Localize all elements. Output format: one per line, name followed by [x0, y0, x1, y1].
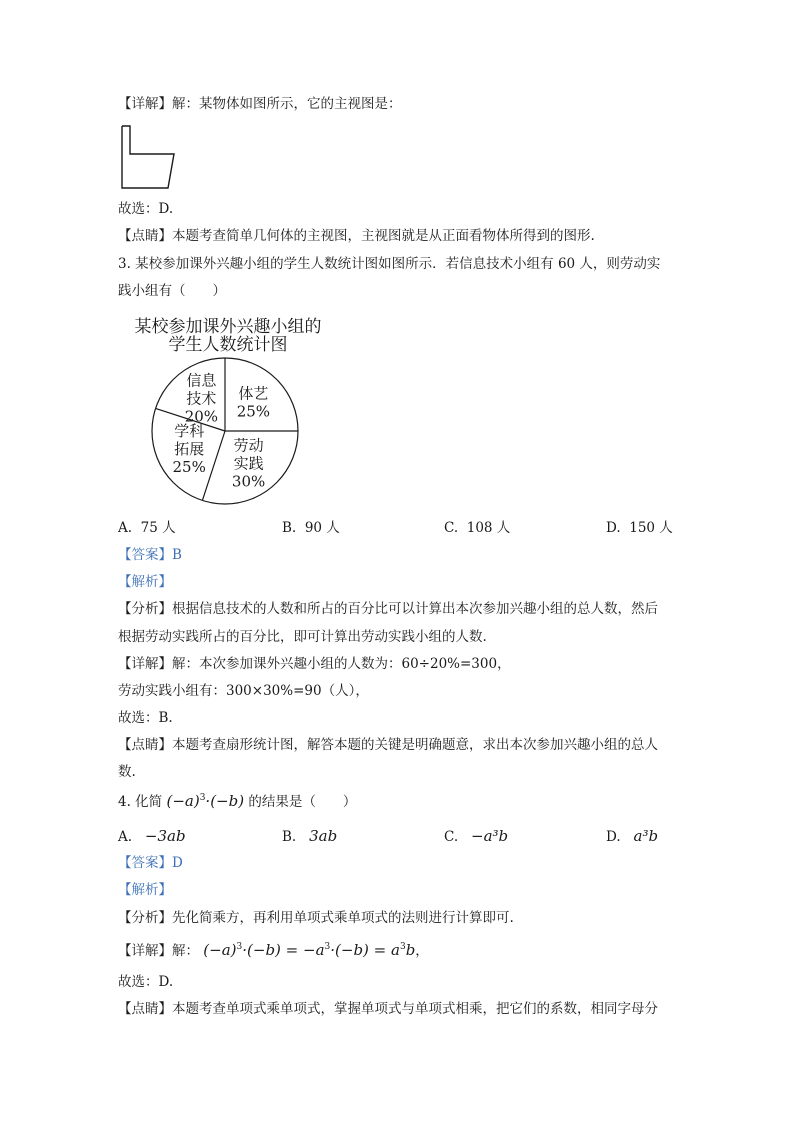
q3-option-b-text: 90 人: [304, 520, 340, 536]
q2-detail: 【详解】解：某物体如图所示，它的主视图是：: [118, 96, 402, 112]
q4-expression: $(-a)^3\cdot(-b)$: [166, 792, 245, 810]
q4-analysis-title: 【解析】: [118, 882, 172, 898]
q3-option-c[interactable]: [444, 518, 510, 538]
pie-slice-label-3-2: 20%: [184, 407, 219, 426]
q2-choose: 故选：D.: [118, 201, 174, 217]
q3-note-2: 数.: [118, 764, 136, 780]
q4-note: 【点睛】本题考查单项式乘单项式，掌握单项式与单项式相乘，把它们的系数，相同字母分: [118, 1001, 658, 1017]
pie-slice-label-0-1: 25%: [236, 402, 271, 421]
q4-stem-prefix: 4. 化简: [118, 794, 163, 810]
q4-option-d-text: a³b: [633, 827, 659, 845]
q3-option-a-text: 75 人: [140, 520, 176, 536]
pie-chart: [120, 312, 340, 507]
pie-slice-label-2-1: 拓展: [174, 440, 205, 459]
q4-detail-prefix: 【详解】解：: [118, 943, 199, 959]
q3-analysis-2: 根据劳动实践所占的百分比，即可计算出劳动实践小组的人数.: [118, 629, 487, 645]
chart-title-1: 某校参加课外兴趣小组的: [134, 317, 322, 337]
q4-stem-suffix: 的结果是（ ）: [248, 794, 357, 810]
q4-option-c-text: −a³b: [471, 827, 509, 845]
q2-note: 【点睛】本题考查简单几何体的主视图，主视图就是从正面看物体所得到的图形.: [118, 228, 595, 244]
q4-analysis: 【分析】先化简乘方，再利用单项式乘单项式的法则进行计算即可.: [118, 910, 514, 926]
q3-stem-line1: 3. 某校参加课外兴趣小组的学生人数统计图如图所示．若信息技术小组有 60 人，则劳动实: [118, 256, 661, 272]
q4-option-c[interactable]: [444, 826, 508, 847]
q3-option-d-text: 150 人: [629, 520, 673, 536]
q4-option-a[interactable]: [118, 826, 186, 847]
q4-option-b[interactable]: [282, 826, 337, 847]
q3-option-d-label: D.: [606, 520, 621, 536]
q3-detail-2: 劳动实践小组有：300×30%=90（人），: [118, 683, 369, 699]
q4-answer: 【答案】D: [118, 855, 183, 871]
pie-slice-label-3-1: 技术: [186, 389, 217, 408]
q3-option-d[interactable]: [606, 518, 673, 538]
q3-analysis-1: 【分析】根据信息技术的人数和所占的百分比可以计算出本次参加兴趣小组的总人数，然后: [118, 601, 658, 617]
q3-note-1: 【点睛】本题考查扇形统计图，解答本题的关键是明确题意，求出本次参加兴趣小组的总人: [118, 737, 658, 753]
q4-option-a-label: A.: [118, 829, 133, 845]
q3-option-c-text: 108 人: [466, 520, 511, 536]
q4-stem: [118, 791, 356, 814]
q3-option-a[interactable]: [118, 518, 176, 538]
q4-option-c-label: C.: [444, 829, 459, 845]
pie-slice-label-1-1: 实践: [233, 454, 264, 473]
pie-slice-label-1-0: 劳动: [233, 436, 264, 455]
q3-answer: 【答案】B: [118, 547, 182, 563]
front-view-figure: [118, 122, 178, 192]
q3-choose: 故选：B.: [118, 710, 173, 726]
pie-slice-label-2-0: 学科: [174, 422, 205, 441]
q3-stem-line2: 践小组有（ ）: [118, 283, 226, 299]
q3-option-a-label: A.: [118, 520, 133, 536]
q4-option-a-text: −3ab: [144, 827, 186, 845]
q4-option-d[interactable]: [606, 826, 658, 847]
q4-option-d-label: D.: [606, 829, 621, 845]
pie-slice-label-2-2: 25%: [172, 458, 206, 477]
q4-choose: 故选：D.: [118, 974, 174, 990]
q3-option-b[interactable]: [282, 518, 340, 538]
q3-option-c-label: C.: [444, 520, 459, 536]
pie-slice-label-1-2: 30%: [231, 472, 266, 491]
pie-slice-label-3-0: 信息: [186, 371, 217, 390]
q3-analysis-title: 【解析】: [118, 574, 172, 590]
pie-slice-label-0-0: 体艺: [238, 384, 269, 403]
q4-option-b-text: 3ab: [309, 827, 338, 845]
chart-title-2: 学生人数统计图: [168, 335, 288, 355]
q4-detail: 【详解】解： $(-a)^3\cdot(-b) = -a^3\cdot(-b) = a^3b$，: [118, 941, 429, 959]
q4-detail-math: $(-a)^3\cdot(-b) = -a^3\cdot(-b) = a^3b$: [203, 941, 416, 959]
q3-detail-1: 【详解】解：本次参加课外兴趣小组的人数为：60÷20%=300，: [118, 656, 511, 672]
q4-option-b-label: B.: [282, 829, 297, 845]
q3-option-b-label: B.: [282, 520, 297, 536]
